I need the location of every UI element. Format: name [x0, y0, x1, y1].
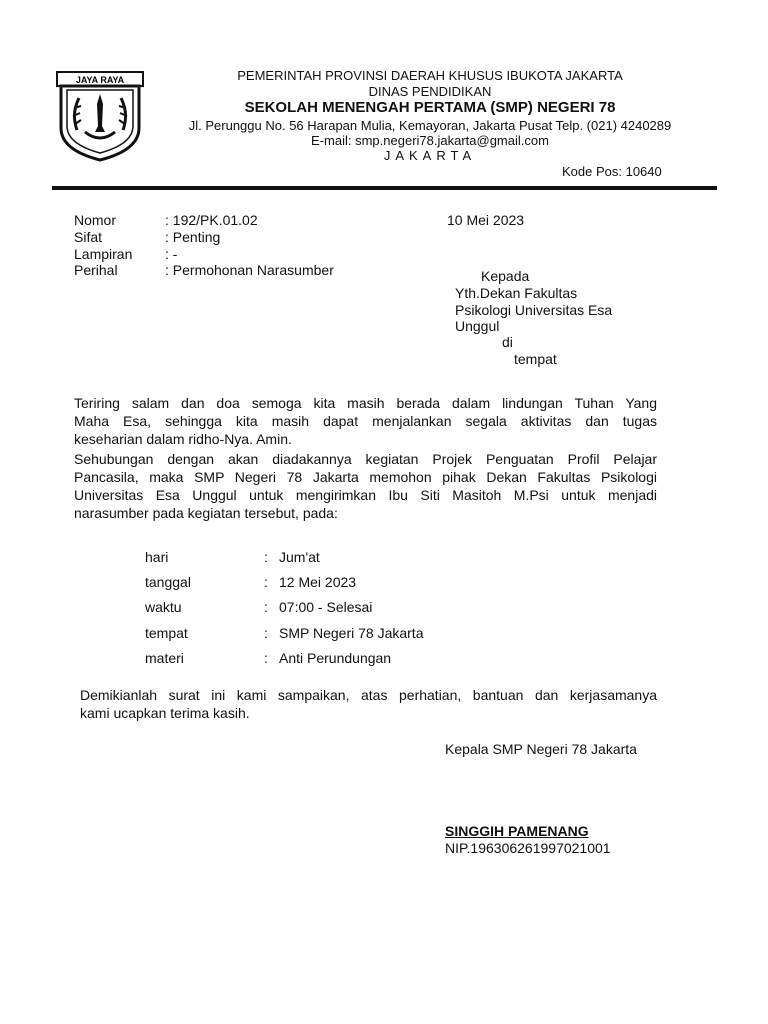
signature-title: Kepala SMP Negeri 78 Jakarta	[445, 741, 637, 757]
meta-value-lampiran: : -	[165, 246, 178, 262]
meta-value-sifat: : Penting	[165, 229, 221, 245]
detail-value-hari: Jum'at	[279, 549, 320, 565]
school-address: Jl. Perunggu No. 56 Harapan Mulia, Kemayoran, Jakarta Pusat Telp. (021) 4240289	[188, 118, 672, 133]
detail-colon: :	[264, 650, 268, 666]
postal-code: Kode Pos: 10640	[562, 164, 662, 179]
signatory-name: SINGGIH PAMENANG	[445, 823, 589, 839]
letterhead-divider	[52, 186, 717, 190]
meta-label-nomor: Nomor	[74, 212, 117, 228]
detail-label-tempat: tempat	[145, 625, 188, 641]
paragraph-line: Pancasila, maka SMP Negeri 78 Jakarta memohon pihak Dekan Fakultas Psikologi	[74, 469, 657, 485]
meta-label-sifat: Sifat	[74, 229, 103, 245]
signatory-nip: NIP.196306261997021001	[445, 840, 611, 856]
paragraph-line: Teriring salam dan doa semoga kita masih berada dalam lindungan Tuhan Yang	[74, 395, 657, 411]
detail-value-tanggal: 12 Mei 2023	[279, 574, 357, 590]
department-header: DINAS PENDIDIKAN	[368, 84, 492, 99]
detail-label-waktu: waktu	[145, 599, 182, 615]
detail-label-materi: materi	[145, 650, 184, 666]
detail-colon: :	[264, 625, 268, 641]
paragraph-line: Sehubungan dengan akan diadakannya kegiatan Projek Penguatan Profil Pelajar	[74, 451, 657, 467]
school-name: SEKOLAH MENENGAH PERTAMA (SMP) NEGERI 78	[244, 99, 616, 116]
detail-colon: :	[264, 599, 268, 615]
paragraph-line: Demikianlah surat ini kami sampaikan, atas perhatian, bantuan dan kerjasamanya	[80, 687, 657, 703]
school-city: JAKARTA	[383, 148, 477, 163]
paragraph-line: keseharian dalam ridho-Nya. Amin.	[74, 431, 292, 447]
recipient-line-1: Yth.Dekan Fakultas	[455, 285, 578, 301]
body-paragraph-closing	[80, 686, 657, 722]
detail-value-materi: Anti Perundungan	[279, 650, 392, 666]
recipient-line-2: Psikologi Universitas Esa	[455, 302, 613, 318]
detail-colon: :	[264, 574, 268, 590]
paragraph-line: Universitas Esa Unggul untuk mengirimkan Ibu Siti Masitoh M.Psi untuk menjadi	[74, 487, 657, 503]
recipient-di: di	[502, 334, 513, 350]
body-paragraph-request	[74, 450, 657, 522]
meta-value-perihal: : Permohonan Narasumber	[165, 262, 334, 278]
recipient-tempat: tempat	[514, 351, 557, 367]
logo-text: JAYA RAYA	[75, 75, 125, 85]
detail-colon: :	[264, 549, 268, 565]
detail-value-tempat: SMP Negeri 78 Jakarta	[279, 625, 424, 641]
detail-label-hari: hari	[145, 549, 169, 565]
recipient-kepada: Kepada	[481, 268, 530, 284]
meta-label-lampiran: Lampiran	[74, 246, 133, 262]
meta-label-perihal: Perihal	[74, 262, 118, 278]
jakarta-emblem-logo	[55, 70, 145, 162]
paragraph-line: Maha Esa, sehingga kita masih dapat menjalankan segala aktivitas dan tugas	[74, 413, 657, 429]
paragraph-line: kami ucapkan terima kasih.	[80, 705, 250, 721]
detail-value-waktu: 07:00 - Selesai	[279, 599, 373, 615]
government-header: PEMERINTAH PROVINSI DAERAH KHUSUS IBUKOTA JAKARTA	[237, 68, 623, 83]
meta-value-nomor: : 192/PK.01.02	[165, 212, 258, 228]
body-paragraph-greeting	[74, 394, 657, 448]
school-email: E-mail: smp.negeri78.jakarta@gmail.com	[311, 133, 549, 148]
paragraph-line: narasumber pada kegiatan tersebut, pada:	[74, 505, 338, 521]
detail-label-tanggal: tanggal	[145, 574, 191, 590]
letter-date: 10 Mei 2023	[447, 212, 525, 228]
recipient-line-3: Unggul	[455, 318, 500, 334]
